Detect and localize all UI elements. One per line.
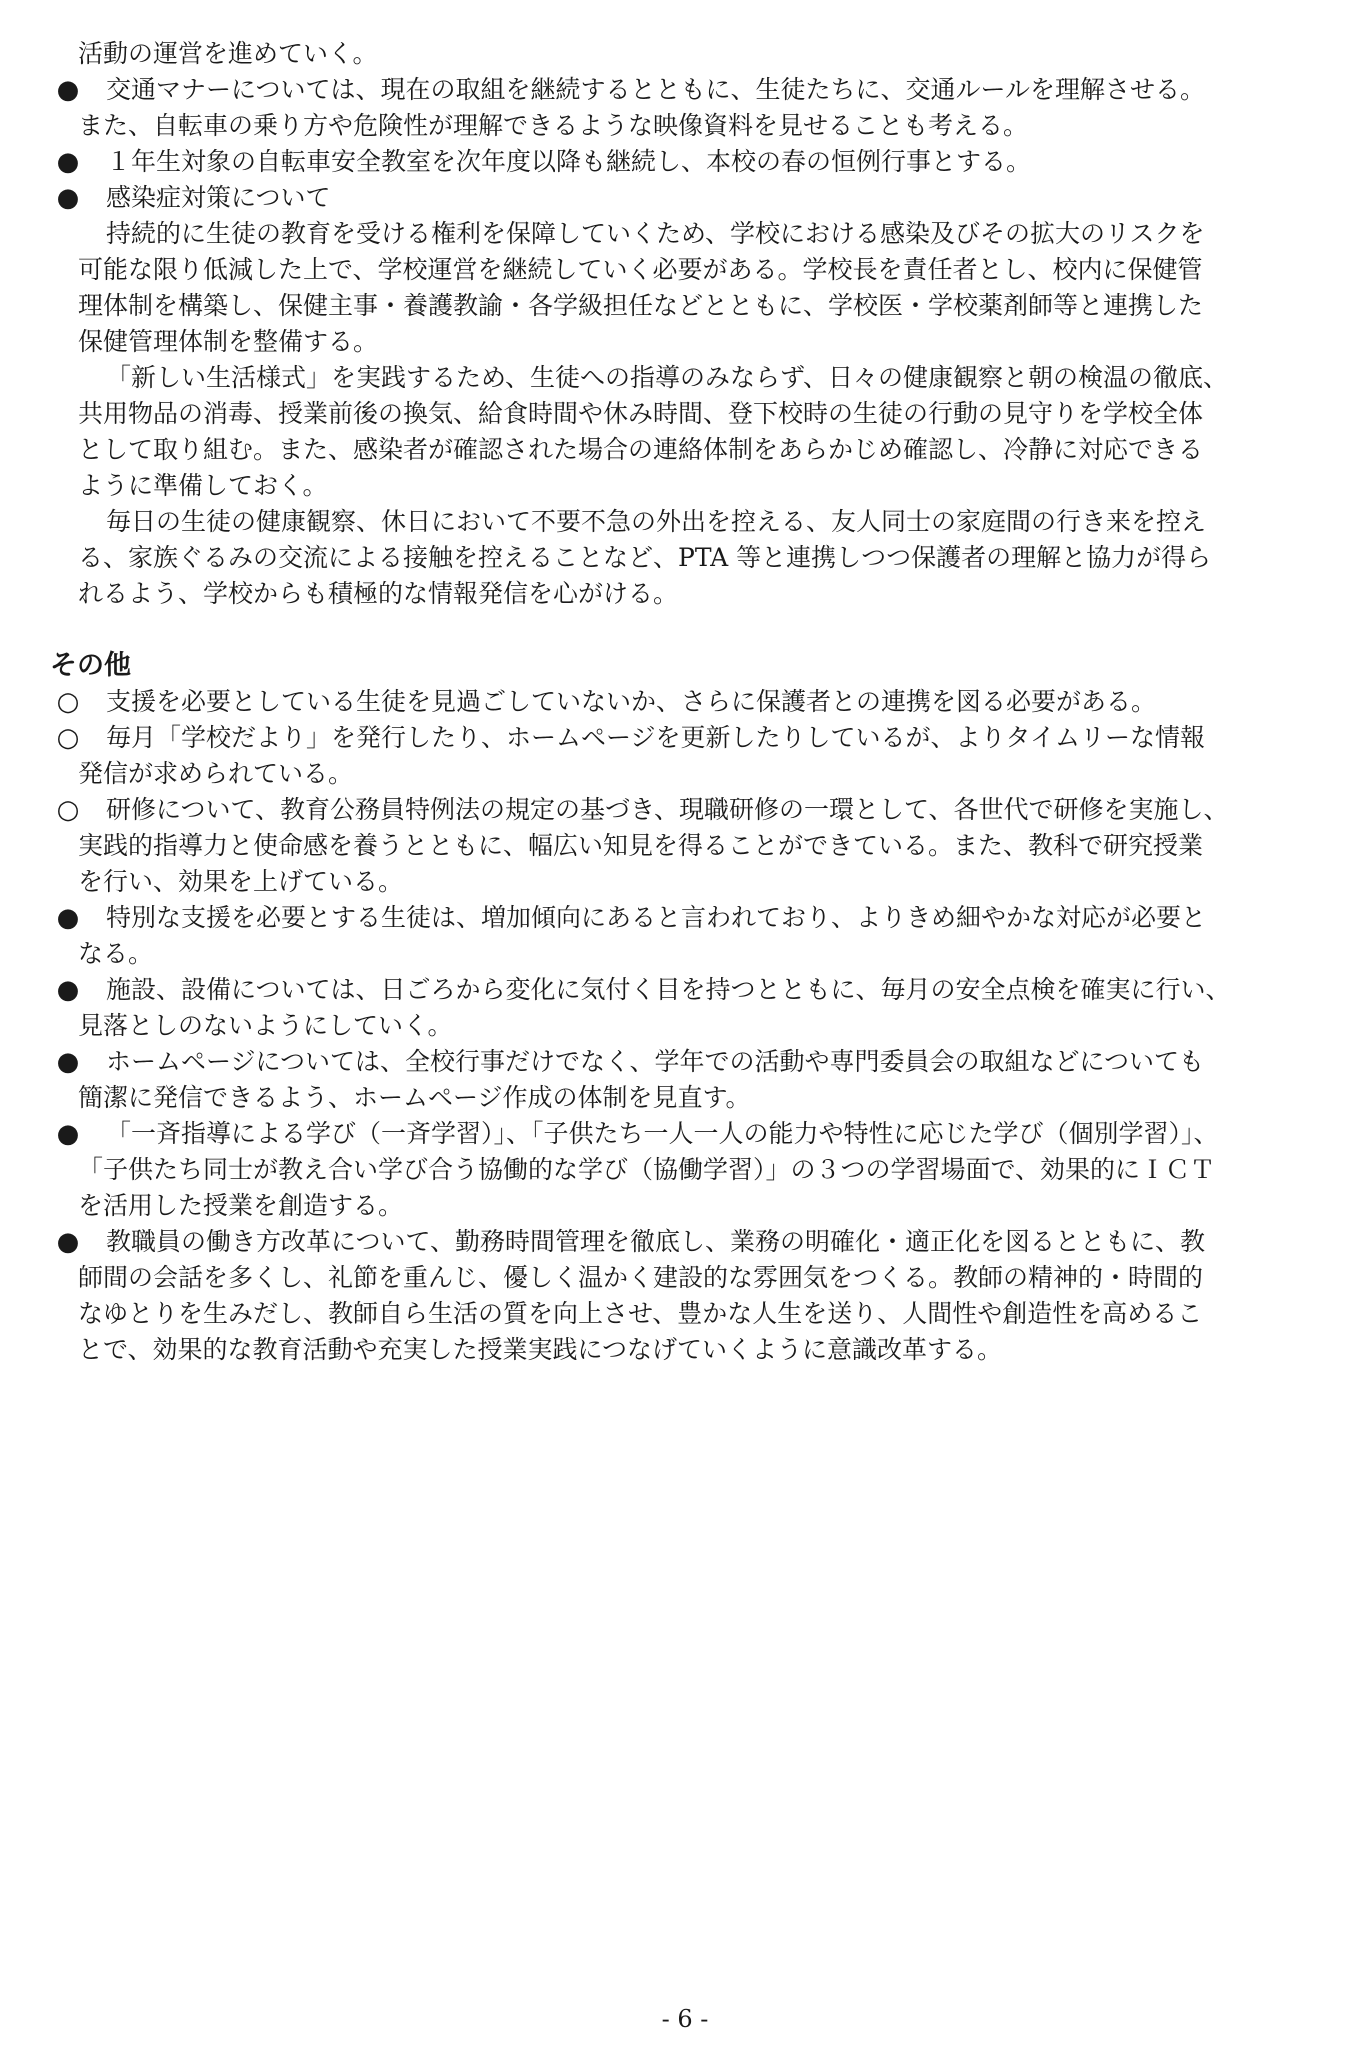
bullet-item (48, 180, 1328, 216)
bullet-item (48, 1224, 1328, 1260)
bullet-item (48, 1044, 1328, 1080)
filled-bullet-icon: ● (56, 903, 80, 933)
text-line: １年生対象の自転車安全教室を次年度以降も継続し、本校の春の恒例行事とする。 (106, 147, 1032, 176)
text-line: 感染症対策について (106, 183, 331, 212)
text-line: 師間の会話を多くし、礼節を重んじ、優しく温かく建設的な雰囲気をつくる。教師の精神的・時間的 (78, 1263, 1204, 1292)
text-line: 活動の運営を進めていく。 (78, 39, 378, 68)
text-line: なゆとりを生みだし、教師自ら生活の質を向上させ、豊かな人生を送り、人間性や創造性を高めるこ (78, 1299, 1203, 1328)
open-bullet-icon: ○ (56, 723, 80, 753)
text-line: 発信が求められている。 (78, 759, 354, 788)
text-line: 毎日の生徒の健康観察、休日において不要不急の外出を控える、友人同士の家庭間の行き来を控え (106, 507, 1207, 536)
bullet-item (48, 792, 1328, 828)
text-line: また、自転車の乗り方や危険性が理解できるような映像資料を見せることも考える。 (78, 111, 1029, 140)
text-line: 施設、設備については、日ごろから変化に気付く目を持つとともに、毎月の安全点検を確実に行い、 (106, 975, 1231, 1004)
bullet-item (48, 72, 1328, 108)
open-bullet-icon: ○ (56, 795, 80, 825)
text-line: を活用した授業を創造する。 (78, 1191, 404, 1220)
text-line: 交通マナーについては、現在の取組を継続するとともに、生徒たちに、交通ルールを理解させる。 (106, 75, 1206, 104)
text-line: なる。 (78, 939, 154, 968)
open-bullet-icon: ○ (56, 687, 80, 717)
text-line: 持続的に生徒の教育を受ける権利を保障していくため、学校における感染及びその拡大のリスクを (106, 219, 1205, 248)
text-line: 保健管理体制を整備する。 (78, 327, 379, 356)
text-line: 見落としのないようにしていく。 (78, 1011, 453, 1040)
text-line: れるよう、学校からも積極的な情報発信を心がける。 (78, 579, 679, 608)
text-line: 支援を必要としている生徒を見過ごしていないか、さらに保護者との連携を図る必要がある。 (106, 687, 1157, 716)
text-line: る、家族ぐるみの交流による接触を控えることなど、PTA 等と連携しつつ保護者の理解と協力が得ら (78, 543, 1212, 572)
text-line: 簡潔に発信できるよう、ホームページ作成の体制を見直す。 (78, 1083, 751, 1112)
filled-bullet-icon: ● (56, 183, 80, 213)
text-line: とで、効果的な教育活動や充実した授業実践につなげていくように意識改革する。 (78, 1335, 1003, 1364)
text-line: 特別な支援を必要とする生徒は、増加傾向にあると言われており、よりきめ細やかな対応が必要と (106, 903, 1207, 932)
text-line: ように準備しておく。 (78, 471, 328, 500)
document-body (48, 36, 1328, 1368)
bullet-item (48, 900, 1328, 936)
spacer (48, 612, 1328, 648)
bullet-item (48, 1116, 1328, 1152)
text-line: 教職員の働き方改革について、勤務時間管理を徹底し、業務の明確化・適正化を図るとともに、教 (106, 1227, 1206, 1256)
text-line: として取り組む。また、感染者が確認された場合の連絡体制をあらかじめ確認し、冷静に対応できる (78, 435, 1204, 464)
text-line: 可能な限り低減した上で、学校運営を継続していく必要がある。学校長を責任者とし、校内に保健管 (78, 255, 1203, 284)
section-heading: その他 (50, 650, 131, 681)
text-line: を行い、効果を上げている。 (78, 867, 404, 896)
text-line: 「新しい生活様式」を実践するため、生徒への指導のみならず、日々の健康観察と朝の検温の徹底、 (106, 363, 1229, 392)
bullet-item (48, 972, 1328, 1008)
filled-bullet-icon: ● (56, 75, 80, 105)
text-line: 共用物品の消毒、授業前後の換気、給食時間や休み時間、登下校時の生徒の行動の見守りを学校全体 (78, 399, 1204, 428)
bullet-item (48, 684, 1328, 720)
filled-bullet-icon: ● (56, 975, 80, 1005)
text-line: 実践的指導力と使命感を養うとともに、幅広い知見を得ることができている。また、教科で研究授業 (78, 831, 1204, 860)
bullet-item (48, 720, 1328, 756)
text-line: 「子供たち同士が教え合い学び合う協働的な学び（協働学習）」の３つの学習場面で、効果的にＩＣＴ (78, 1155, 1216, 1184)
text-line: ホームページについては、全校行事だけでなく、学年での活動や専門委員会の取組などについても (106, 1047, 1205, 1076)
page-number: - 6 - (661, 2005, 709, 2033)
text-line: 毎月「学校だより」を発行したり、ホームページを更新したりしているが、よりタイムリーな情報 (106, 723, 1206, 752)
filled-bullet-icon: ● (56, 1119, 80, 1149)
text-line: 理体制を構築し、保健主事・養護教諭・各学級担任などとともに、学校医・学校薬剤師等と連携した (78, 291, 1204, 320)
bullet-item (48, 144, 1328, 180)
text-line: 「一斉指導による学び（一斉学習）」、「子供たち一人一人の能力や特性に応じた学び（個別学習）」、 (106, 1119, 1219, 1148)
filled-bullet-icon: ● (56, 1047, 80, 1077)
filled-bullet-icon: ● (56, 1227, 80, 1257)
filled-bullet-icon: ● (56, 147, 80, 177)
text-line: 研修について、教育公務員特例法の規定の基づき、現職研修の一環として、各世代で研修を実施し、 (106, 795, 1229, 824)
